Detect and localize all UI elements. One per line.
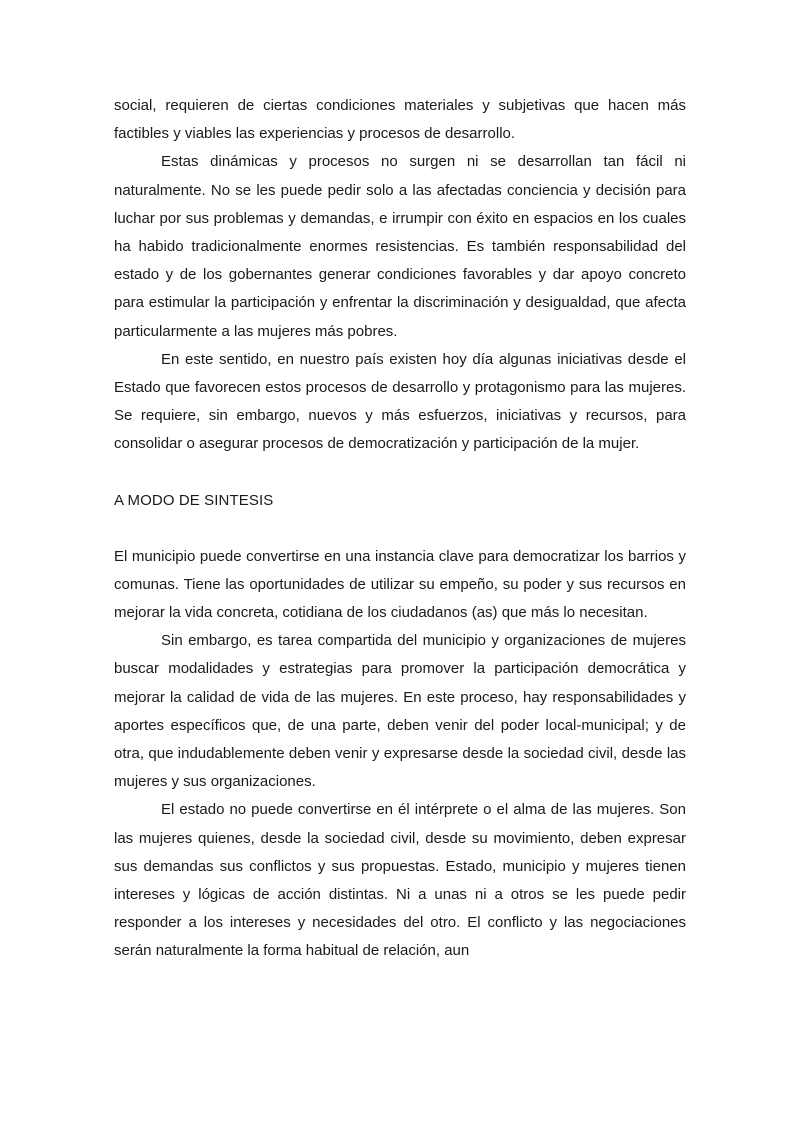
paragraph-sentido: En este sentido, en nuestro país existen hoy día algunas iniciativas desde el Estado que favorecen estos procesos de desarrollo y protagonismo para las mujeres. Se requiere, sin embargo, nuevos y más esfuerzos, iniciativas y recursos, para consolidar o asegurar procesos de democratización y participación de la mujer. (114, 350, 686, 453)
paragraph-dinamicas: Estas dinámicas y procesos no surgen ni se desarrollan tan fácil ni naturalmente. No se les puede pedir solo a las afectadas conciencia y decisión para luchar por sus problemas y demandas, e irrumpir con éxito en espacios en los cuales ha habido tradicionalmente enormes resistencias. Es también responsabilidad del estado y de los gobernantes generar condiciones favorables y dar apoyo concreto para estimular la participación y enfrentar la discriminación y desigualdad, que afecta particularmente a las mujeres más pobres. (114, 153, 686, 340)
paragraph-sin-embargo: Sin embargo, es tarea compartida del municipio y organizaciones de mujeres buscar modalidades y estrategias para promover la participación democrática y mejorar la calidad de vida de las mujeres. En este proceso, hay responsabilidades y aportes específicos que, de una parte, deben venir del poder local-municipal; y de otra, que indudablemente deben venir y expresarse desde la sociedad civil, desde las mujeres y sus organizaciones. (114, 632, 686, 791)
section-heading: A MODO DE SINTESIS (114, 491, 274, 509)
paragraph-municipio: El municipio puede convertirse en una instancia clave para democratizar los barrios y comunas. Tiene las oportunidades de utilizar su empeño, su poder y sus recursos en mejorar la vida concreta, cotidiana de los ciudadanos (as) que más lo necesitan. (114, 547, 686, 622)
paragraph-continuation: social, requieren de ciertas condiciones materiales y subjetivas que hacen más factibles y viables las experiencias y procesos de desarrollo. (114, 97, 686, 143)
paragraph-estado: El estado no puede convertirse en él intérprete o el alma de las mujeres. Son las mujeres quienes, desde la sociedad civil, desde su movimiento, deben expresar sus demandas sus conflictos y sus propuestas. Estado, municipio y mujeres tienen intereses y lógicas de acción distintas. Ni a unas ni a otros se les puede pedir responder a los intereses y necesidades del otro. El conflicto y las negociaciones serán naturalmente la forma habitual de relación, aun (114, 801, 686, 960)
document-page (114, 92, 686, 966)
